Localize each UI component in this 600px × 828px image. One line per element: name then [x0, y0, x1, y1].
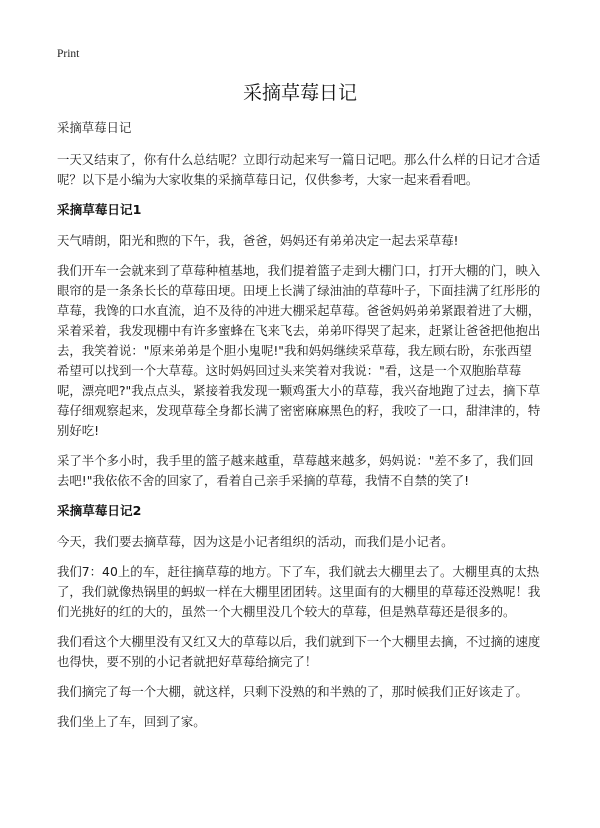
- intro-paragraph: 一天又结束了，你有什么总结呢？立即行动起来写一篇日记吧。那么什么样的日记才合适呢？以下是小编为大家收集的采摘草莓日记，仅供参考，大家一起来看看吧。: [57, 152, 541, 187]
- section-paragraph: 今天，我们要去摘草莓，因为这是小记者组织的活动，而我们是小记者。: [57, 534, 454, 549]
- section-paragraph: 我们摘完了每一个大棚，就这样，只剩下没熟的和半熟的了，那时候我们正好该走了。: [57, 684, 528, 699]
- section-paragraph: 我们坐上了车，回到了家。: [57, 714, 206, 729]
- section-paragraph: 我们看这个大棚里没有又红又大的草莓以后，我们就到下一个大棚里去摘，不过摘的速度也得快，要不别的小记者就把好草莓给摘完了！: [57, 634, 541, 669]
- section-heading: 采摘草莓日记2: [57, 503, 142, 518]
- section-heading: 采摘草莓日记1: [57, 202, 142, 217]
- page-title: 采摘草莓日记: [242, 82, 357, 104]
- section-paragraph: 天气晴朗，阳光和煦的下午，我，爸爸，妈妈还有弟弟决定一起去采草莓!: [57, 233, 459, 248]
- article-body: [57, 118, 543, 742]
- section-paragraph: 采了半个多小时，我手里的篮子越来越重，草莓越来越多，妈妈说："差不多了，我们回去吧!"我依依不舍的回家了，看着自己亲手采摘的草莓，我情不自禁的笑了!: [57, 453, 534, 488]
- section-paragraph: 我们开车一会就来到了草莓种植基地，我们提着篮子走到大棚门口，打开大棚的门，映入眼帘的是一条条长长的草莓田埂。田埂上长满了绿油油的草莓叶子，下面挂满了红彤彤的草莓，我馋的口水直流，迫不及待的冲进大棚采起草莓。爸爸妈妈弟弟紧跟着进了大棚，采着采着，我发现棚中有许多蜜蜂在飞来飞去，弟弟吓得哭了起来，赶紧让爸爸把他抱出去，我笑着说："原来弟弟是个胆小鬼呢!"我和妈妈继续采草莓，我左顾右盼，东张西望希望可以找到一个大草莓。这时妈妈回过头来笑着对我说："看，这是一个双胞胎草莓呢，漂亮吧?"我点点头，紧接着我发现一颗鸡蛋大小的草莓，我兴奋地跑了过去，摘下草莓仔细观察起来，发现草莓全身都长满了密密麻麻黑色的籽，我咬了一口，甜津津的，特别好吃!: [57, 263, 541, 438]
- print-label[interactable]: Print: [57, 48, 80, 60]
- article-subtitle: 采摘草莓日记: [57, 120, 132, 135]
- section-paragraph: 我们7：40上的车，赶往摘草莓的地方。下了车，我们就去大棚里去了。大棚里真的太热了，我们就像热锅里的蚂蚁一样在大棚里团团转。这里面有的大棚里的草莓还没熟呢！我们光挑好的红的大的，虽然一个大棚里没几个较大的草莓，但是熟草莓还是很多的。: [57, 564, 541, 619]
